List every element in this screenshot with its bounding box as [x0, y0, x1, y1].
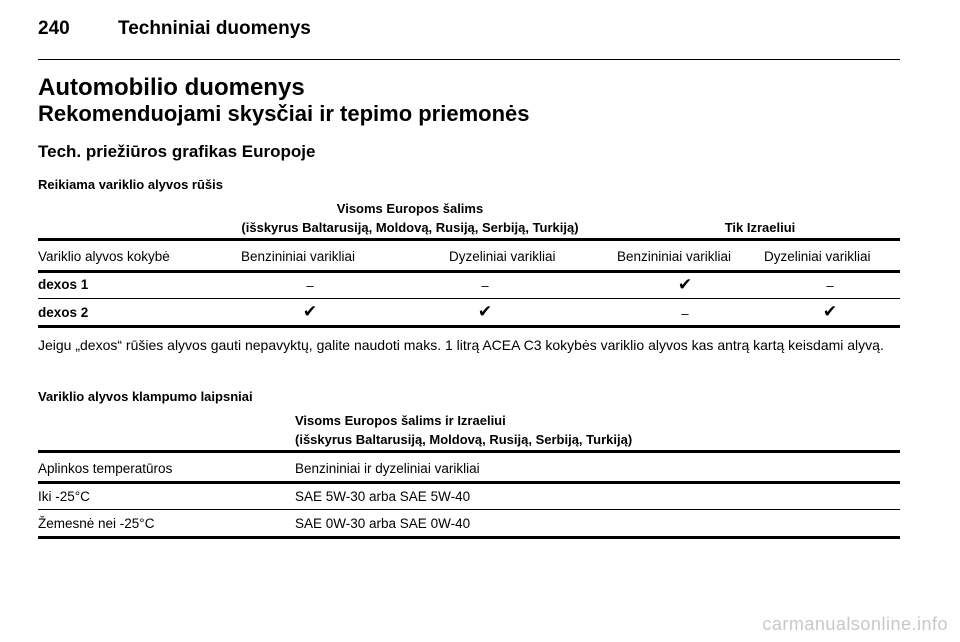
- oil-cell: –: [306, 278, 314, 293]
- viscosity-row-temp: Iki -25°C: [38, 489, 90, 504]
- viscosity-col-temp: Aplinkos temperatūros: [38, 461, 173, 476]
- oil-cell: –: [681, 306, 689, 321]
- oil-col-diesel-eu: Dyzeliniai varikliai: [449, 249, 556, 264]
- oil-col-petrol-il: Benzininiai varikliai: [617, 249, 732, 264]
- viscosity-header-rule: [38, 481, 900, 484]
- oil-cell: –: [826, 278, 834, 293]
- viscosity-table-bottom-rule: [38, 536, 900, 539]
- oil-row-divider: [38, 298, 900, 299]
- oil-table-bottom-rule: [38, 325, 900, 328]
- watermark: carmanualsonline.info: [762, 614, 948, 634]
- viscosity-col-engines: Benzininiai ir dyzeliniai varikliai: [295, 461, 480, 476]
- viscosity-row-temp: Žemesnė nei -25°C: [38, 516, 155, 531]
- viscosity-row-divider: [38, 509, 900, 510]
- viscosity-group-line2: (išskyrus Baltarusiją, Moldovą, Rusiją, Serbiją, Turkiją): [295, 432, 633, 447]
- page-number: 240: [38, 18, 70, 39]
- oil-table-group2: Tik Izraeliui: [724, 220, 796, 235]
- oil-cell: –: [481, 278, 489, 293]
- viscosity-row-grade: SAE 0W-30 arba SAE 0W-40: [295, 516, 471, 531]
- check-icon: ✔: [477, 302, 493, 321]
- header-divider: [38, 59, 900, 60]
- check-icon: ✔: [302, 302, 318, 321]
- check-icon: ✔: [822, 302, 838, 321]
- viscosity-table-top-rule: [38, 450, 900, 453]
- oil-row-label: dexos 2: [38, 305, 89, 320]
- oil-col-diesel-il: Dyzeliniai varikliai: [764, 249, 871, 264]
- oil-col-quality: Variklio alyvos kokybė: [38, 249, 170, 264]
- viscosity-group-line1: Visoms Europos šalims ir Izraeliui: [295, 413, 506, 428]
- viscosity-row-grade: SAE 5W-30 arba SAE 5W-40: [295, 489, 471, 504]
- oil-row-label: dexos 1: [38, 277, 89, 292]
- check-icon: ✔: [677, 275, 693, 294]
- section-title: Automobilio duomenys: [38, 74, 305, 101]
- oil-note: Jeigu „dexos“ rūšies alyvos gauti nepavyktų, galite naudoti maks. 1 litrą ACEA C3 kokybės variklio alyvos kas antrą kartą keisdami alyvą.: [38, 337, 884, 353]
- schedule-title: Tech. priežiūros grafikas Europoje: [38, 142, 316, 161]
- oil-table-header-rule: [38, 270, 900, 273]
- oil-table-group1-line1: Visoms Europos šalims: [336, 201, 484, 216]
- oil-col-petrol-eu: Benzininiai varikliai: [241, 249, 356, 264]
- header-title: Techniniai duomenys: [118, 18, 311, 39]
- subsection-title: Rekomenduojami skysčiai ir tepimo priemonės: [38, 101, 530, 126]
- oil-table-group1-line2: (išskyrus Baltarusiją, Moldovą, Rusiją, Serbiją, Turkiją): [241, 220, 579, 235]
- oil-table-caption: Reikiama variklio alyvos rūšis: [38, 177, 223, 192]
- oil-table-top-rule: [38, 238, 900, 241]
- viscosity-table-caption: Variklio alyvos klampumo laipsniai: [38, 389, 253, 404]
